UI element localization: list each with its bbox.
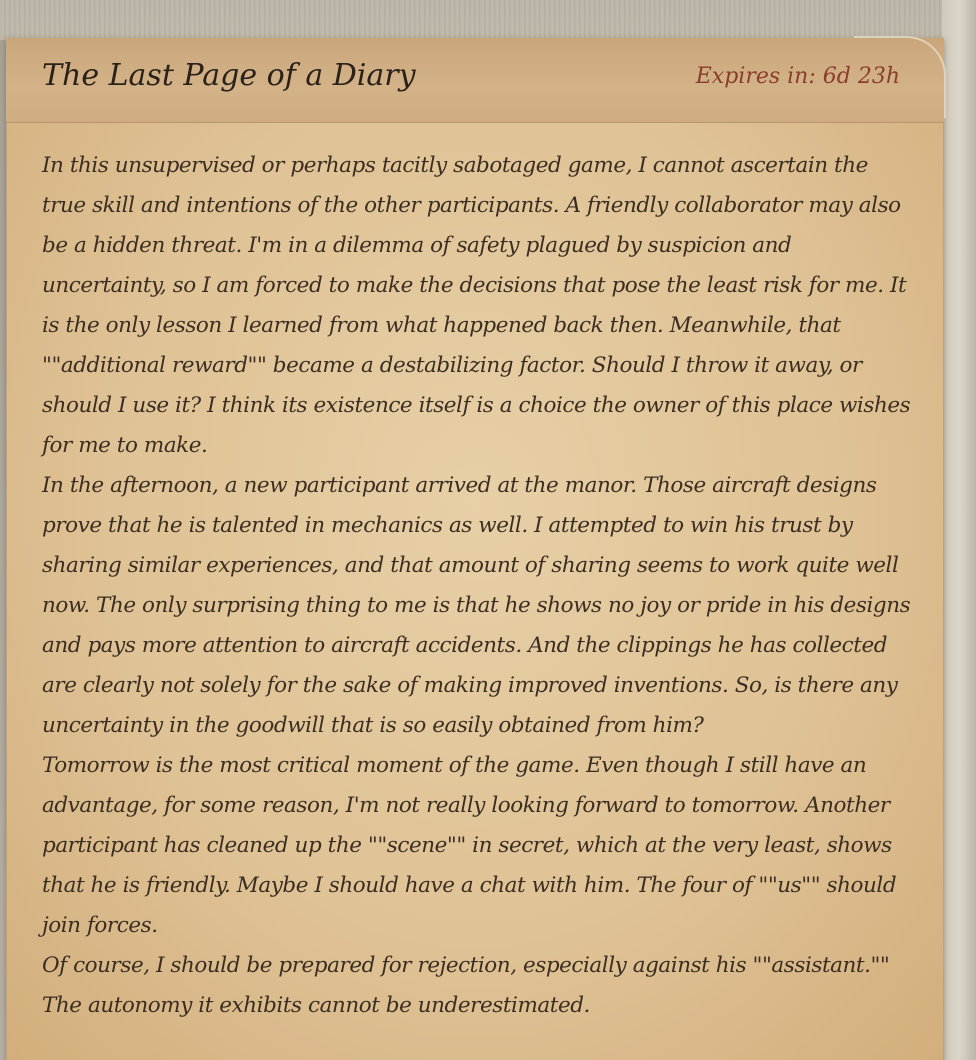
right-frame-border [942, 0, 976, 1060]
diary-paragraph: In the afternoon, a new participant arrived at the manor. Those aircraft designs prove that he is talented in mechanics as well. I attempted to win his trust by sharing similar experiences, and that amount of sharing seems to work quite well now. The only surprising thing to me is that he shows no joy or pride in his designs and pays more attention to aircraft accidents. And the clippings he has collected are clearly not solely for the sake of making improved inventions. So, is there any uncertainty in the goodwill that is so easily obtained from him? [42, 473, 911, 738]
diary-title: The Last Page of a Diary [42, 58, 416, 93]
diary-page [6, 38, 944, 1060]
top-frame-border [0, 0, 976, 40]
diary-paragraph: Of course, I should be prepared for rejection, especially against his ""assistant."" The autonomy it exhibits cannot be underestimated. [42, 953, 890, 1018]
expiry-timer: Expires in: 6d 23h [695, 64, 900, 89]
diary-paragraph: In this unsupervised or perhaps tacitly sabotaged game, I cannot ascertain the true skill and intentions of the other participants. A friendly collaborator may also be a hidden threat. I'm in a dilemma of safety plagued by suspicion and uncertainty, so I am forced to make the decisions that pose the least risk for me. It is the only lesson I learned from what happened back then. Meanwhile, that ""additional reward"" became a destabilizing factor. Should I throw it away, or should I use it? I think its existence itself is a choice the owner of this place wishes for me to make. [42, 153, 911, 458]
diary-body [42, 146, 912, 1026]
diary-header [6, 38, 944, 123]
diary-paragraph: Tomorrow is the most critical moment of the game. Even though I still have an advantage, for some reason, I'm not really looking forward to tomorrow. Another participant has cleaned up the ""scene"" in secret, which at the very least, shows that he is friendly. Maybe I should have a chat with him. The four of ""us"" should join forces. [42, 753, 897, 938]
